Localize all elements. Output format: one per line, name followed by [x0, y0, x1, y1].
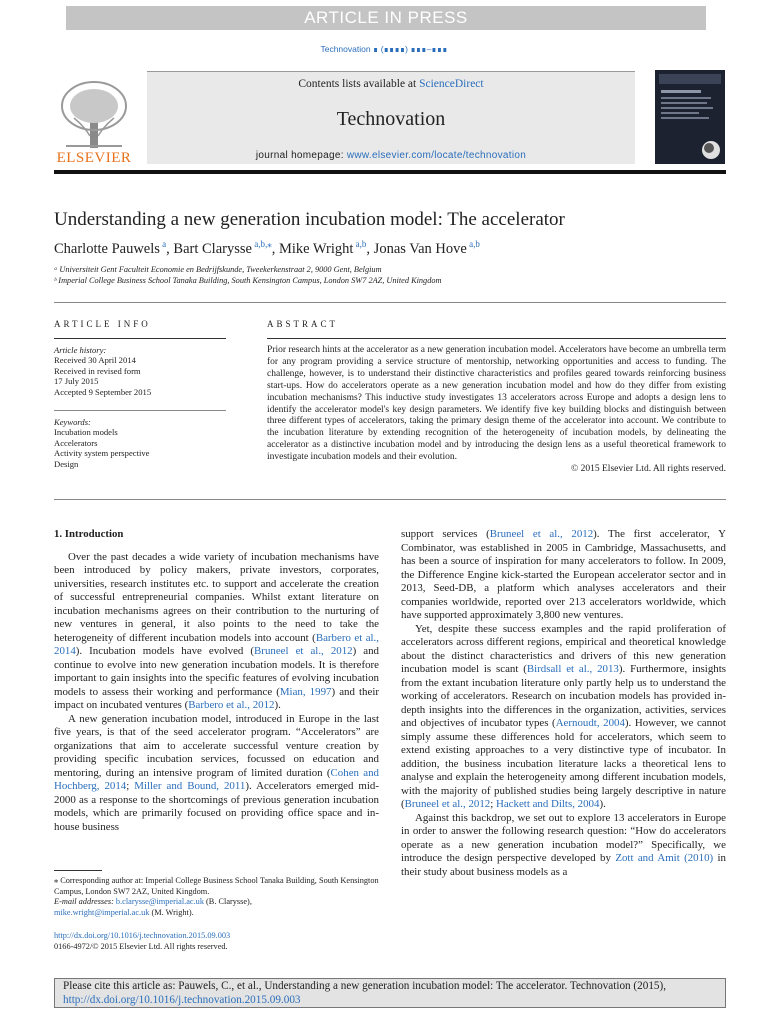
article-title: Understanding a new generation incubation model: The accelerator — [54, 209, 565, 230]
text-run: support services ( — [401, 528, 490, 540]
section-heading-introduction: 1. Introduction — [54, 528, 124, 540]
text-run: ). Incubation models have evolved ( — [75, 645, 255, 657]
history-item: 17 July 2015 — [54, 376, 99, 387]
citation-link[interactable]: Cohen and Hochberg, 2014 — [54, 766, 379, 792]
citation-link[interactable]: Hackett and Dilts, 2004 — [495, 798, 600, 810]
text-run: in their study about business models as a — [401, 852, 726, 878]
abstract-body: Prior research hints at the accelerator as a new generation incubation model. Accelerators have become an umbrella term for any program providing a service structure of mentorship, networking opportunities and access to funding. The challenge, however, is to understand their distinctive characteristics and profiles geared towards reinforcing business start-ups. How do accelerators operate as a new generation incubation model and how do they differ from existing incubation mechanisms? This inductive study investigates 13 accelerators across Europe and adopts a design lens to identify the accelerator model's key design parameters. We identify five key building blocks and distinguish between three different types of accelerators, taking the primary design theme of the accelerator into account. We contribute to the incubation literature by extending recognition of the heterogeneity of incubation models, by delineating the accelerator as a distinctive incubation model and by introducing the design lens as a useful theoretical framework to investigate incubation models and their evolution. — [267, 345, 726, 463]
text-run: ). — [274, 699, 281, 711]
author-name[interactable]: Bart Clarysse — [173, 240, 252, 257]
elsevier-wordmark: ELSEVIER — [56, 150, 132, 166]
citation-link[interactable]: Barbero et al., 2012 — [188, 699, 275, 711]
abstract-copyright: © 2015 Elsevier Ltd. All rights reserved. — [571, 464, 726, 475]
author-affil-marker[interactable]: a,b — [355, 239, 367, 249]
affiliation-rule — [54, 302, 726, 303]
paragraph — [54, 713, 379, 835]
history-item: Received 30 April 2014 — [54, 355, 136, 366]
doi-link[interactable]: http://dx.doi.org/10.1016/j.technovation.2015.09.003 — [54, 931, 231, 940]
email-owner: (M. Wright). — [149, 907, 194, 917]
keyword: Design — [54, 458, 79, 469]
cite-doi-link[interactable]: http://dx.doi.org/10.1016/j.technovation.2015.09.003 — [63, 993, 301, 1006]
left-column — [54, 528, 379, 834]
history-item: Accepted 9 September 2015 — [54, 386, 152, 397]
text-run: A new generation incubation model, introduced in Europe in the last five years, is that of the seed accelerator program. “Accelerators” are organizations that aim to accelerate successful venture creation by providing specific incubation services, focussed on education and mentoring, during an intensive program of limited duration ( — [54, 712, 379, 779]
text-run: ) and continue to evolve into new generation incubation models. It is therefore important to gain insights into the specific features of evolving incubation models to assess their working and performance ( — [54, 645, 380, 698]
abstract-bottom-rule — [54, 499, 726, 500]
citation-link[interactable]: Bruneel et al., 2012 — [254, 645, 353, 657]
citation-link[interactable]: Bruneel et al., 2012 — [489, 528, 594, 540]
paragraph — [54, 551, 379, 713]
keyword: Activity system perspective — [54, 448, 150, 459]
cite-text: Please cite this article as: Pauwels, C., et al., Understanding a new generation incubation model: The accelerator. Technovation (2015), — [63, 980, 667, 992]
history-label: Article history: — [54, 345, 107, 355]
citation-link[interactable]: Birdsall et al., 2013 — [526, 663, 619, 675]
author-name[interactable]: Jonas Van Hove — [373, 240, 467, 257]
homepage-link[interactable]: www.elsevier.com/locate/technovation — [346, 150, 527, 161]
text-run: Over the past decades a wide variety of incubation mechanisms have been introduced by policy makers, private investors, corporates, universities, research institutes etc. to support and accelerate the creation of successful entrepreneurial companies. Whilst extant literature on incubation mechanisms agrees on their contribution to the nurturing of new ventures in general, it also points to the need to take the heterogeneity of different incubation models into account ( — [54, 550, 379, 644]
paragraph — [401, 623, 726, 812]
keyword: Accelerators — [54, 437, 98, 448]
citation-link[interactable]: Miller and Bound, 2011 — [134, 780, 246, 792]
issn-line: 0166-4972/© 2015 Elsevier Ltd. All rights reserved. — [54, 941, 228, 951]
abstract-rule — [267, 338, 726, 339]
citation-link[interactable]: Aernoudt, 2004 — [555, 717, 625, 729]
homepage-prefix: journal homepage: — [255, 150, 347, 161]
journal-homepage — [147, 150, 635, 161]
text-run: ). Accelerators emerged mid-2000 as a response to the shortcomings of previous generation incubation models, which are primarily focused on providing office space and in-house business — [54, 780, 379, 833]
citation-link[interactable]: Barbero et al., 2014 — [54, 631, 379, 657]
author-name[interactable]: Charlotte Pauwels — [54, 240, 160, 257]
author-list: Charlotte Pauwels $^a$, Bart Clarysse $^{a,b,⁎}$, Mike Wright $^{a,b}$, Jonas Van Hove $^{a,b}$ — [54, 239, 480, 257]
article-history — [54, 345, 229, 397]
history-item: Received in revised form — [54, 365, 141, 376]
email-link[interactable]: mike.wright@imperial.ac.uk — [54, 907, 150, 917]
text-run: Against this backdrop, we set out to explore 13 accelerators in Europe in order to answer the following research question: “How do accelerators operate as a new generation incubation model?” Specifically, we introduce the design perspective developed by — [401, 811, 726, 864]
journal-cover-image[interactable] — [655, 70, 725, 164]
text-run: ). — [599, 798, 606, 810]
email-addresses — [54, 897, 379, 918]
paragraph — [401, 812, 726, 880]
text-run: ). Furthermore, insights from the extant incubation literature only partly help us to understand the working of accelerators. Research on incubation models has provided in-depth insights into the differences in the organization, activities, services and objectives of incubator types ( — [401, 663, 726, 729]
affiliation-a: ᵃ Universiteit Gent Faculteit Economie en Bedrijfskunde, Tweekerkenstraat 2, 9000 Gent, Belgium — [54, 265, 382, 274]
author-name[interactable]: Mike Wright — [278, 240, 354, 257]
right-column — [401, 528, 726, 879]
article-in-press-banner: ARTICLE IN PRESS — [66, 6, 706, 30]
keywords-rule — [54, 410, 226, 411]
author-affil-marker[interactable]: a — [162, 239, 167, 249]
text-run: ; — [126, 780, 135, 792]
contents-prefix: Contents lists available at — [298, 78, 420, 90]
email-owner: (B. Clarysse), — [203, 897, 252, 906]
author-affil-marker[interactable]: a,b — [469, 239, 480, 249]
text-run: ; — [490, 798, 496, 810]
footnote-corresponding — [54, 876, 379, 918]
cite-this-article-box — [54, 978, 726, 1008]
keyword: Incubation models — [54, 427, 118, 438]
footnote-rule — [54, 870, 102, 871]
article-info-rule — [54, 338, 226, 339]
abstract-text — [267, 345, 726, 476]
keywords — [54, 417, 229, 469]
email-label: E-mail addresses: — [54, 897, 116, 906]
journal-title: Technovation — [336, 108, 446, 130]
corresponding-author-note: ⁎ Corresponding author at: Imperial College Business School Tanaka Building, South Kensington Campus, London SW7 2AZ, United Kingdom. — [54, 876, 379, 896]
abstract-heading: ABSTRACT — [267, 319, 339, 329]
journal-citation-line[interactable]: Technovation ∎ (∎∎∎∎) ∎∎∎–∎∎∎ — [320, 44, 448, 54]
article-info-heading: ARTICLE INFO — [54, 319, 151, 329]
text-run: ). However, we cannot simply assume these differences hold for accelerators, which seem to extend existing approaches to a very distinctive type of incubator. In addition, the business incubation literature lacks a theoretical lens to analyse and explain the heterogeneity among different incubation models, with the majority of published studies being largely descriptive in nature ( — [401, 717, 726, 810]
sciencedirect-link[interactable]: ScienceDirect — [419, 78, 484, 90]
contents-available — [147, 78, 635, 90]
citation-link[interactable]: Bruneel et al., 2012 — [404, 798, 491, 810]
author-affil-marker[interactable]: a,b,⁎ — [254, 239, 272, 249]
paragraph — [401, 528, 726, 623]
affiliation-b: ᵇ Imperial College Business School Tanaka Building, South Kensington Campus, London SW7 2AZ, United Kingdom — [54, 276, 442, 285]
citation-link[interactable]: Zott and Amit (2010) — [615, 852, 714, 864]
text-run: ). The first accelerator, Y Combinator, was established in 2005 in Cambridge, Massachusetts, and has been a source of inspiration for many accelerators to follow. In 2009, the Difference Engine kick-started the European accelerator sector and in 2013, Seed-DB, a platform which analyses accelerators and their companies worldwide, reported over 213 accelerators worldwide, which have supported approximately 3,800 new ventures. — [401, 528, 726, 621]
text-run: Yet, despite these success examples and the rapid proliferation of accelerators across different regions, empirical and theoretical knowledge about the distinct characteristics and drivers of this new generation incubation model is scant ( — [401, 622, 726, 675]
keywords-label: Keywords: — [54, 417, 91, 427]
header-bottom-rule — [54, 170, 726, 174]
citation-link[interactable]: Mian, 1997 — [279, 685, 332, 698]
email-link[interactable]: b.clarysse@imperial.ac.uk — [115, 897, 204, 906]
doi-block — [54, 931, 230, 952]
text-run: ) and their impact on incubated ventures ( — [54, 685, 379, 711]
